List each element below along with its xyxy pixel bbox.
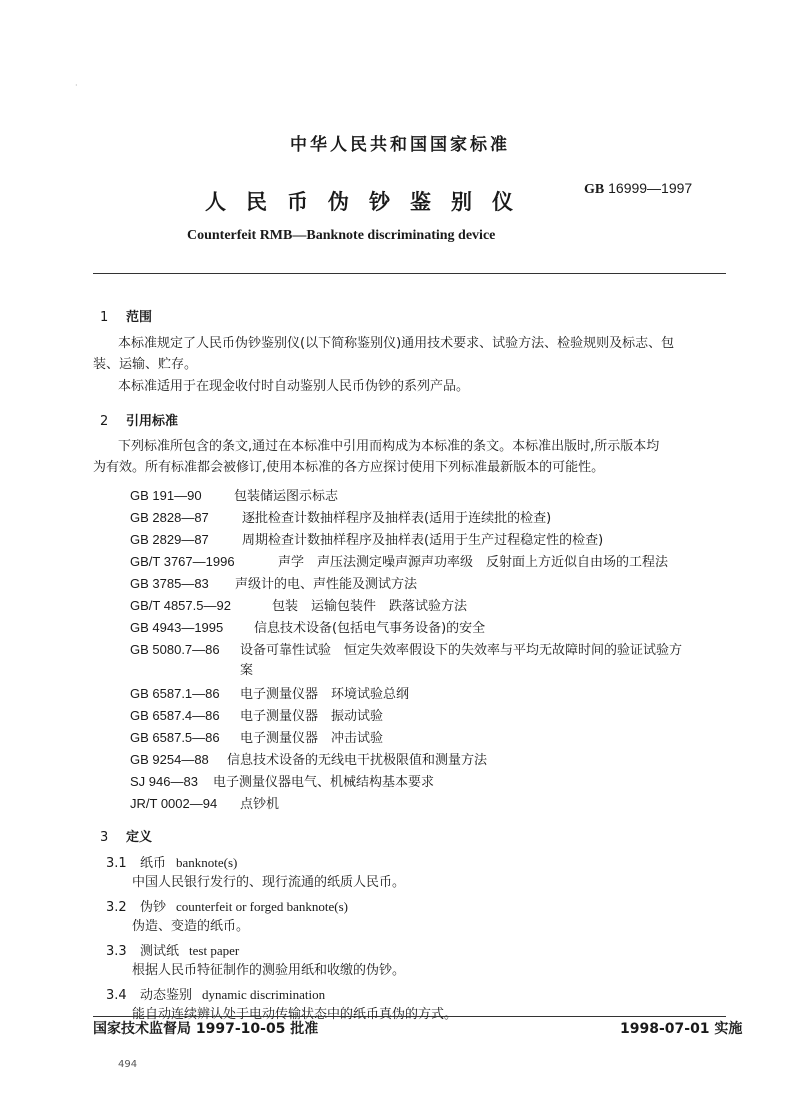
reference-item: GB 2828—87 逐批检查计数抽样程序及抽样表(适用于连续批的检查) (130, 510, 552, 526)
reference-item: GB 6587.1—86 电子测量仪器 环境试验总纲 (130, 686, 410, 702)
reference-item: GB 2829—87 周期检查计数抽样程序及抽样表(适用于生产过程稳定性的检查) (130, 532, 604, 548)
definition-term: 3.4 动态鉴别 dynamic discrimination (106, 987, 326, 1003)
english-title: Counterfeit RMB—Banknote discriminating device (187, 228, 496, 243)
reference-item-continuation: 案 (240, 663, 254, 678)
section-2-number: 2 (100, 414, 109, 429)
definition-description: 根据人民币特征制作的测验用纸和收缴的伪钞。 (132, 963, 406, 978)
reference-item: GB 6587.4—86 电子测量仪器 振动试验 (130, 708, 384, 724)
section-1-number: 1 (100, 310, 109, 325)
reference-item: SJ 946—83 电子测量仪器电气、机械结构基本要求 (130, 774, 435, 790)
standard-code (584, 180, 692, 198)
header-divider (93, 273, 726, 274)
section-2-intro-line-1: 下列标准所包含的条文,通过在本标准中引用而构成为本标准的条文。本标准出版时,所示版本均 (118, 439, 660, 454)
document-title: 人民币伪钞鉴别仪 (205, 190, 533, 214)
national-standard-heading: 中华人民共和国国家标准 (290, 135, 510, 155)
definition-description: 能自动连续辨认处于电动传输状态中的纸币真伪的方式。 (132, 1007, 458, 1022)
section-1-heading (100, 306, 152, 325)
reference-item: GB 5080.7—86 设备可靠性试验 恒定失效率假设下的失效率与平均无故障时间的验证试验方 (130, 642, 683, 658)
reference-item: JR/T 0002—94 点钞机 (130, 796, 280, 812)
reference-item: GB 191—90 包装储运图示标志 (130, 488, 339, 504)
section-3-title: 定义 (126, 830, 153, 845)
standard-prefix: GB (584, 182, 605, 197)
section-1-para-1-line-2: 装、运输、贮存。 (93, 357, 198, 372)
approval-line: 国家技术监督局 1997-10-05 批准 (93, 1021, 319, 1037)
section-2-intro-line-2: 为有效。所有标准都会被修订,使用本标准的各方应探讨使用下列标准最新版本的可能性。 (93, 460, 605, 475)
scan-speck: · (75, 81, 78, 90)
reference-item: GB 9254—88 信息技术设备的无线电干扰极限值和测量方法 (130, 752, 488, 768)
definition-term: 3.3 测试纸 test paper (106, 943, 240, 959)
implementation-date: 1998-07-01 实施 (620, 1021, 743, 1037)
section-3-number: 3 (100, 830, 109, 845)
reference-item: GB/T 4857.5—92 包装 运输包装件 跌落试验方法 (130, 598, 468, 614)
footer-divider (93, 1016, 726, 1017)
section-1-para-2: 本标准适用于在现金收付时自动鉴别人民币伪钞的系列产品。 (118, 379, 470, 394)
standard-number: 16999—1997 (608, 180, 693, 196)
section-3-heading (100, 826, 152, 845)
reference-item: GB/T 3767—1996 声学 声压法测定噪声源声功率级 反射面上方近似自由场的工程法 (130, 554, 669, 570)
section-2-heading (100, 410, 178, 429)
definition-description: 中国人民银行发行的、现行流通的纸质人民币。 (132, 875, 406, 890)
definition-description: 伪造、变造的纸币。 (132, 919, 250, 934)
section-1-para-1-line-1: 本标准规定了人民币伪钞鉴别仪(以下简称鉴别仪)通用技术要求、试验方法、检验规则及标志、包 (118, 336, 675, 351)
reference-item: GB 3785—83 声级计的电、声性能及测试方法 (130, 576, 418, 592)
definition-term: 3.2 伪钞 counterfeit or forged banknote(s) (106, 899, 348, 915)
definition-term: 3.1 纸币 banknote(s) (106, 855, 238, 871)
reference-item: GB 6587.5—86 电子测量仪器 冲击试验 (130, 730, 384, 746)
reference-item: GB 4943—1995 信息技术设备(包括电气事务设备)的安全 (130, 620, 486, 636)
page-number: 494 (118, 1059, 138, 1070)
section-1-title: 范围 (126, 310, 153, 325)
section-2-title: 引用标准 (126, 414, 179, 429)
